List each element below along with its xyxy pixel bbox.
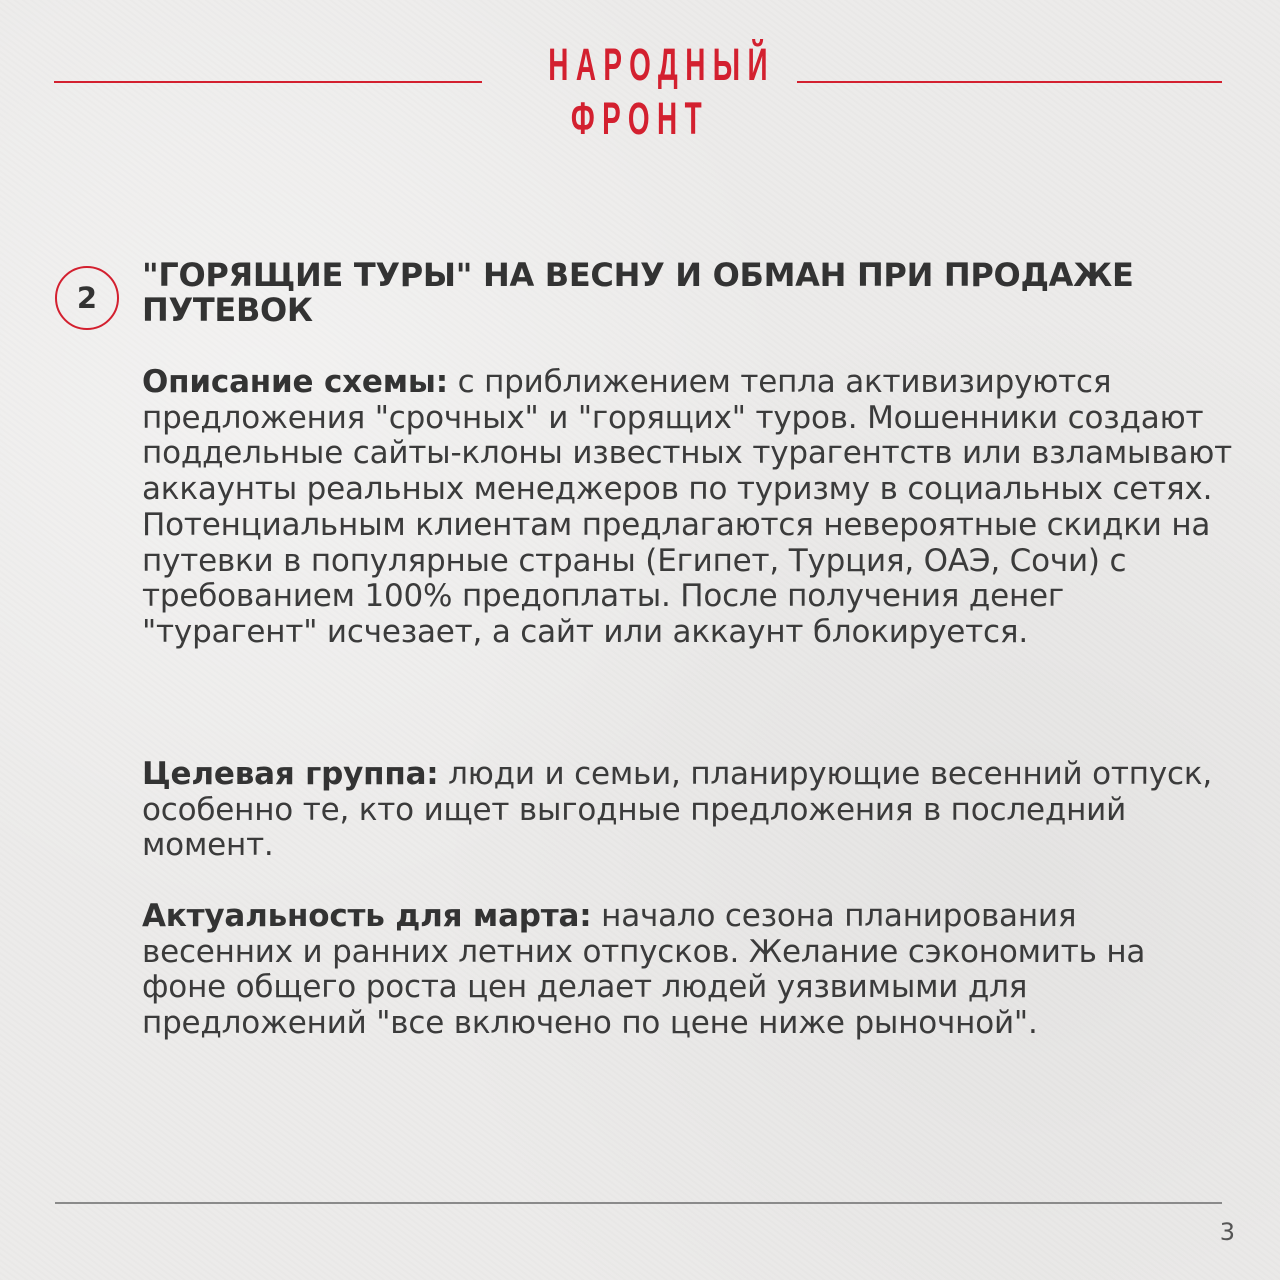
header-divider-right — [797, 81, 1222, 83]
description-label: Описание схемы: — [142, 364, 448, 400]
logo-line-1: НАРОДНЫЙ — [548, 39, 776, 90]
item-title: "ГОРЯЩИЕ ТУРЫ" НА ВЕСНУ И ОБМАН ПРИ ПРОДАЖЕ ПУТЕВОК — [142, 256, 1134, 329]
relevance-section — [142, 899, 1232, 1042]
footer-divider — [55, 1202, 1222, 1204]
logo — [548, 38, 776, 146]
target-group-label: Целевая группа: — [142, 756, 439, 792]
relevance-label: Актуальность для марта: — [142, 898, 592, 934]
page-number: 3 — [1219, 1218, 1235, 1246]
item-number-badge: 2 — [55, 266, 119, 330]
logo-line-2: ФРОНТ — [570, 93, 710, 144]
header-divider-left — [54, 81, 482, 83]
description-section — [142, 365, 1232, 651]
target-group-section — [142, 757, 1232, 864]
description-text: с приближением тепла активизируются предложения "срочных" и "горящих" туров. Мошенники создают поддельные сайты-клоны известных турагентств или взламывают аккаунты реальных менеджеров по туризму в социальных сетях. Потенциальным клиентам предлагаются невероятные скидки на путевки в популярные страны (Египет, Турция, ОАЭ, Сочи) с требованием 100% предоплаты. После получения денег "турагент" исчезает, а сайт или аккаунт блокируется. — [142, 364, 1232, 650]
relevance-text: начало сезона планирования весенних и ранних летних отпусков. Желание сэкономить на фоне общего роста цен делает людей уязвимыми для предложений "все включено по цене ниже рыночной". — [142, 898, 1146, 1042]
target-group-text: люди и семьи, планирующие весенний отпуск, особенно те, кто ищет выгодные предложения в последний момент. — [142, 756, 1213, 864]
